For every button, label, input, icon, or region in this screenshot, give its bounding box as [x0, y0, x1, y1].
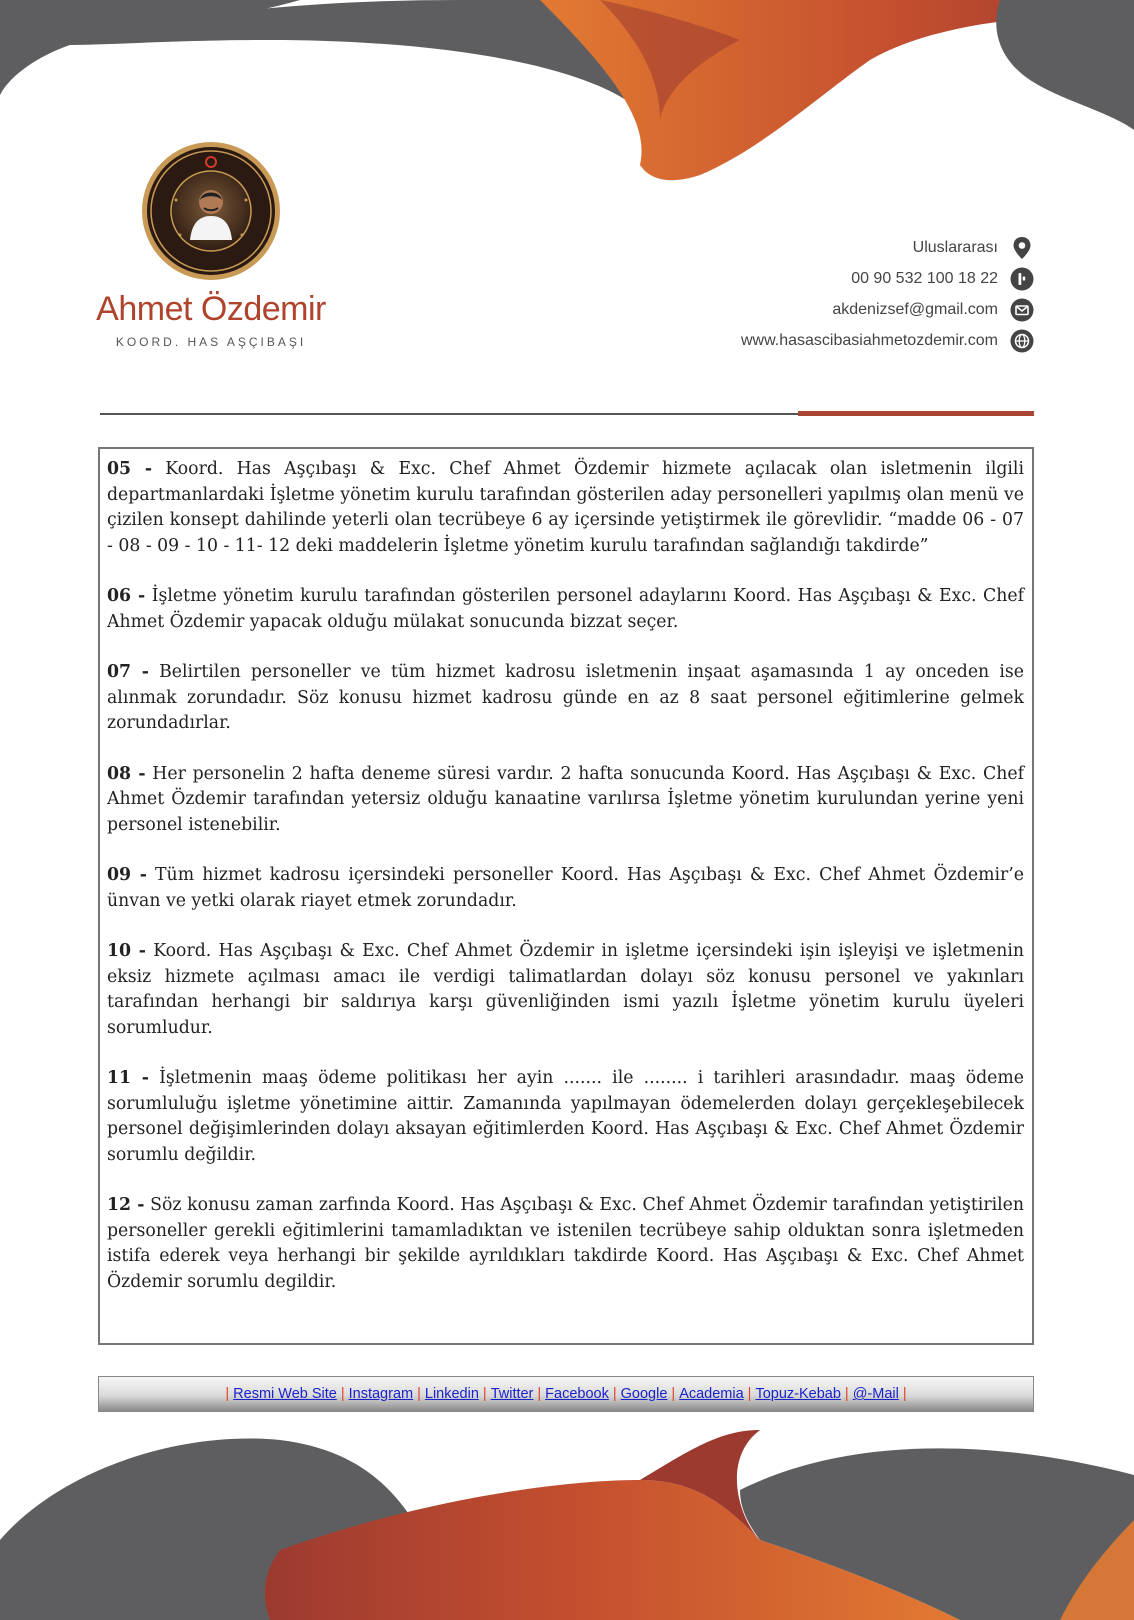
contract-clauses — [98, 447, 1034, 1345]
link-separator: | — [482, 1386, 487, 1402]
clause-text: İşletme yönetim kurulu tarafından gösterilen personel adaylarını Koord. Has Aşçıbaşı & Exc. Chef Ahmet Özdemir yapacak olduğu mülakat sonucunda bizzat seçer. — [107, 586, 1024, 632]
clause-text: Koord. Has Aşçıbaşı & Exc. Chef Ahmet Özdemir hizmete açılacak olan isletmenin ilgili departmanlardaki İşletme yönetim kurulu tarafından gösterilen aday personelleri yapılmış olan menü ve çizilen konsept dahilinde yeterli olan tecrübeye 6 ay içersinde yetiştirmek ile görevlidir. “madde 06 - 07 - 08 - 09 - 10 - 11- 12 deki maddelerin İşletme yönetim kurulu tarafından sağlandığı takdirde” — [107, 459, 1024, 556]
clause-text: Belirtilen personeller ve tüm hizmet kadrosu isletmenin inşaat aşamasında 1 ay onceden ise alınmak zorundadır. Söz konusu hizmet kadrosu günde en az 8 saat personel eğitimlerine gelmek zorundadırlar. — [107, 662, 1024, 733]
clause-number: 09 - — [107, 865, 147, 885]
link-linkedin[interactable]: Linkedin — [424, 1386, 479, 1402]
link-topuz-kebab[interactable]: Topuz-Kebab — [755, 1386, 841, 1402]
brand-block — [96, 140, 326, 349]
link-separator: | — [612, 1386, 617, 1402]
clause-12 — [107, 1193, 1024, 1295]
email-text: akdenizsef@gmail.com — [832, 300, 998, 318]
brand-subtitle: KOORD. HAS AŞÇIBAŞI — [115, 335, 307, 349]
clause-06 — [107, 584, 1024, 635]
website-text: www.hasascibasiahmetozdemir.com — [741, 331, 998, 349]
clause-number: 08 - — [107, 763, 146, 784]
link-separator: | — [417, 1386, 421, 1402]
chef-seal-logo — [140, 140, 282, 282]
link-academia[interactable]: Academia — [679, 1386, 744, 1402]
location-text: Uluslararası — [912, 238, 998, 256]
clause-number: 06 - — [107, 586, 146, 606]
link-separator: | — [537, 1386, 542, 1402]
clause-number: 05 - — [107, 459, 153, 479]
clause-text: Tüm hizmet kadrosu içersindeki personeller Koord. Has Aşçıbaşı & Exc. Chef Ahmet Özdemir’e ünvan ve yetki olarak riayet etmek zorundadır. — [107, 865, 1024, 911]
clause-number: 11 - — [107, 1068, 149, 1088]
clause-11 — [107, 1066, 1024, 1168]
clause-text: Her personelin 2 hafta deneme süresi vardır. 2 hafta sonucunda Koord. Has Aşçıbaşı & Exc. Chef Ahmet Özdemir tarafından yetersiz olduğu kanaatine varılırsa İşletme yönetim kurulundan yerine yeni personel istenebilir. — [107, 763, 1024, 835]
header-divider — [100, 413, 800, 415]
link-separator: | — [671, 1386, 676, 1402]
brand-name: Ahmet Özdemir — [96, 290, 326, 328]
clause-05 — [107, 457, 1024, 559]
link-email[interactable]: @-Mail — [852, 1386, 899, 1402]
mail-icon — [1010, 298, 1034, 322]
link-separator: | — [902, 1386, 907, 1402]
location-pin-icon — [1010, 236, 1034, 260]
clause-10 — [107, 939, 1024, 1041]
link-official-website[interactable]: Resmi Web Site — [233, 1386, 337, 1402]
clause-number: 10 - — [107, 941, 146, 961]
contact-email — [741, 294, 1034, 325]
phone-icon — [1010, 267, 1034, 291]
footer-decoration — [0, 1390, 1134, 1620]
contact-website — [741, 325, 1034, 356]
contact-location — [741, 232, 1034, 263]
phone-text: 00 90 532 100 18 22 — [851, 269, 998, 287]
header-divider-accent — [798, 411, 1034, 416]
clause-09 — [107, 863, 1024, 914]
clause-text: Koord. Has Aşçıbaşı & Exc. Chef Ahmet Özdemir in işletme içersindeki işin işleyişi ve işletmenin eksiz hizmete açılması amacı ile verdigi talimatlardan dolayı söz konusu personel ve yakınları tarafından herhangi bir saldırıya karşı güvenliğinden ismi yazılı İşletme yönetim kurulu üyeleri sorumludur. — [107, 941, 1024, 1038]
link-separator: | — [340, 1386, 345, 1402]
clause-text: Söz konusu zaman zarfında Koord. Has Aşçıbaşı & Exc. Chef Ahmet Özdemir tarafından yetiştirilen personeller gerekli eğitimlerini tamamladıktan ve istenilen tecrübeye sahip olduktan sonra işletmeden istifa ederek veya herhangi bir şekilde ayrıldıkları takdirde Koord. Has Aşçıbaşı & Exc. Chef Ahmet Özdemir sorumlu degildir. — [107, 1195, 1024, 1292]
clause-number: 12 - — [107, 1195, 145, 1215]
link-google[interactable]: Google — [620, 1386, 668, 1402]
link-separator: | — [747, 1386, 752, 1402]
globe-icon — [1010, 329, 1034, 353]
clause-text: İşletmenin maaş ödeme politikası her ayin ....... ile ........ i tarihleri arasındadır. maaş ödeme sorumluluğu işletme yönetimine aittir. Zamanında yapılmayan ödemelerden dolayı gerçekleşebilecek personel değişimlerinden dolayı aksayan eğitimlerden Koord. Has Aşçıbaşı & Exc. Chef Ahmet Özdemir sorumlu değildir. — [107, 1068, 1024, 1165]
link-instagram[interactable]: Instagram — [348, 1386, 414, 1402]
contact-phone — [741, 263, 1034, 294]
contact-block — [741, 232, 1034, 356]
clause-07 — [107, 660, 1024, 737]
clause-number: 07 - — [107, 662, 149, 682]
clause-08 — [107, 762, 1024, 839]
link-twitter[interactable]: Twitter — [490, 1386, 534, 1402]
link-separator: | — [844, 1386, 849, 1402]
link-separator: | — [225, 1386, 230, 1402]
link-facebook[interactable]: Facebook — [545, 1386, 609, 1402]
